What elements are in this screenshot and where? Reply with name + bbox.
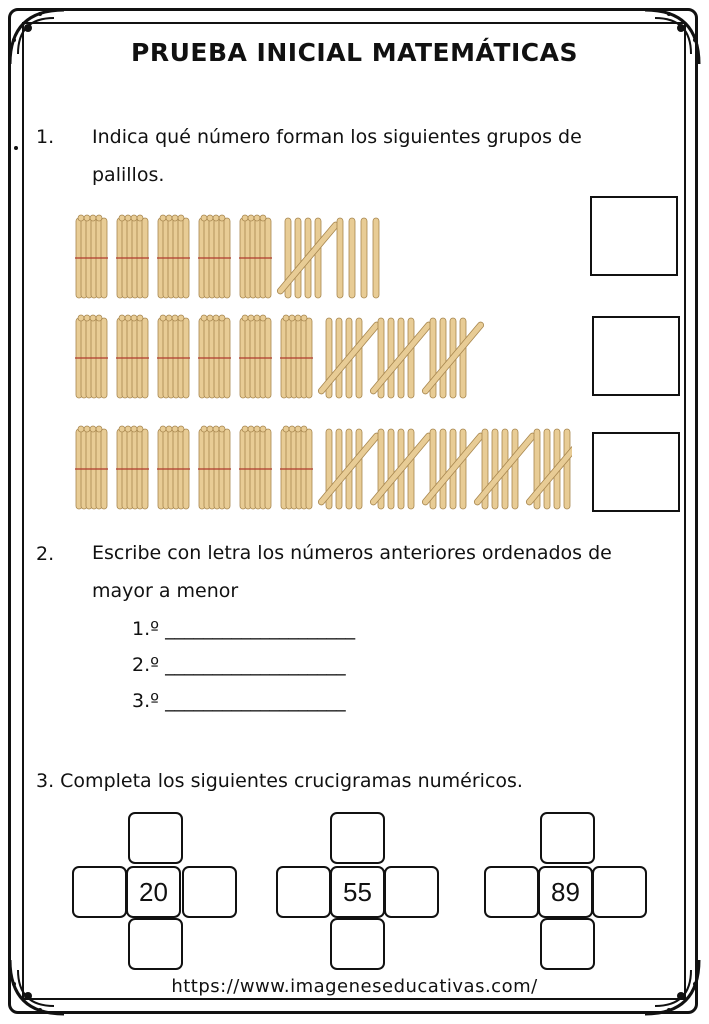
ordinal-line-1[interactable] <box>132 618 355 640</box>
crossword-cell-left[interactable] <box>276 866 331 918</box>
crossword-cell-bottom[interactable] <box>540 918 595 970</box>
answer-blank: ___________________ <box>165 654 346 676</box>
five-group <box>473 429 537 509</box>
ordinal-label: 3.º <box>132 690 160 712</box>
question-1-number: 1. <box>36 126 55 148</box>
question-2-number: 2. <box>36 543 55 565</box>
single-stick <box>349 218 355 298</box>
footer-url[interactable]: https://www.imageneseducativas.com/ <box>171 976 538 997</box>
crossword-cell-top[interactable] <box>128 812 183 864</box>
ten-bundle <box>157 215 190 298</box>
five-group <box>369 429 433 509</box>
five-group <box>276 218 340 298</box>
page-title: PRUEBA INICIAL MATEMÁTICAS <box>131 38 578 67</box>
ten-bundle <box>116 315 149 398</box>
ten-bundle <box>75 315 108 398</box>
single-stick <box>361 218 367 298</box>
ten-bundle <box>116 215 149 298</box>
question-2-line-1: Escribe con letra los números anteriores ordenados de <box>92 542 612 564</box>
ten-bundle <box>157 315 190 398</box>
ten-bundle <box>239 426 272 509</box>
sticks-row-2 <box>72 312 572 402</box>
ten-bundle <box>198 315 231 398</box>
ten-bundle <box>116 426 149 509</box>
ordinal-label: 1.º <box>132 618 160 640</box>
crossword-cell-center: 89 <box>538 866 593 918</box>
five-group <box>317 429 381 509</box>
ten-bundle <box>75 426 108 509</box>
ten-bundle <box>239 215 272 298</box>
crossword-cell-right[interactable] <box>384 866 439 918</box>
answer-box-3[interactable] <box>592 432 680 512</box>
ten-bundle <box>280 315 313 398</box>
crossword-cell-left[interactable] <box>72 866 127 918</box>
ten-bundle <box>239 315 272 398</box>
ordinal-line-3[interactable] <box>132 690 346 712</box>
question-1-text <box>92 118 582 194</box>
single-stick <box>337 218 343 298</box>
crossword-cell-bottom[interactable] <box>128 918 183 970</box>
crossword-cell-center: 55 <box>330 866 385 918</box>
sticks-row-1 <box>72 212 572 302</box>
single-stick <box>373 218 379 298</box>
crossword-cell-top[interactable] <box>540 812 595 864</box>
question-1-line-2: palillos. <box>92 164 165 186</box>
ten-bundle <box>280 426 313 509</box>
crossword-cell-top[interactable] <box>330 812 385 864</box>
ten-bundle <box>75 215 108 298</box>
ten-bundle <box>198 426 231 509</box>
ten-bundle <box>157 426 190 509</box>
five-group <box>317 318 381 398</box>
sticks-row-3 <box>72 423 572 513</box>
five-group <box>421 429 485 509</box>
question-2-text <box>92 534 612 610</box>
question-2-line-2: mayor a menor <box>92 580 239 602</box>
answer-box-1[interactable] <box>590 196 678 276</box>
crossword-cell-right[interactable] <box>592 866 647 918</box>
five-group <box>369 318 433 398</box>
answer-box-2[interactable] <box>592 316 680 396</box>
question-3-text: 3. Completa los siguientes crucigramas numéricos. <box>36 770 523 792</box>
answer-blank: ____________________ <box>165 618 356 640</box>
crossword-cell-left[interactable] <box>484 866 539 918</box>
crossword-cell-center: 20 <box>126 866 181 918</box>
bullet-dot <box>14 146 18 150</box>
answer-blank: ___________________ <box>165 690 346 712</box>
ten-bundle <box>198 215 231 298</box>
ordinal-line-2[interactable] <box>132 654 346 676</box>
ordinal-label: 2.º <box>132 654 160 676</box>
question-1-line-1: Indica qué número forman los siguientes grupos de <box>92 126 582 148</box>
crossword-cell-right[interactable] <box>182 866 237 918</box>
crossword-cell-bottom[interactable] <box>330 918 385 970</box>
five-group <box>421 318 485 398</box>
